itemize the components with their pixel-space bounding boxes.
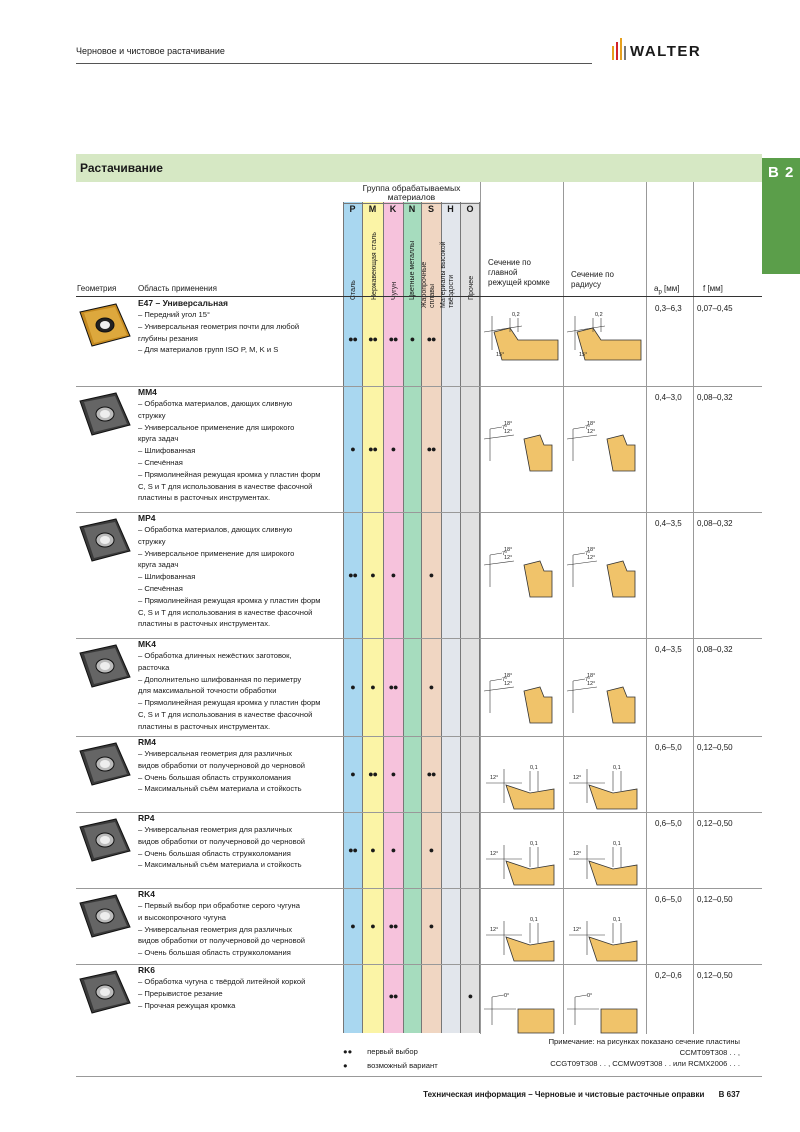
row-divider: [76, 386, 762, 387]
suitability-mark-s: ●●: [426, 334, 436, 344]
application-line: – Прямолинейная режущая кромка у пластин форм: [138, 698, 321, 708]
suitability-mark-m: ●: [370, 569, 375, 580]
footer-rule: [76, 1076, 762, 1077]
diagram-line: [490, 679, 502, 681]
geometry-name: RP4: [138, 813, 155, 823]
diagram-label: 18°: [504, 673, 513, 679]
diagram-label: 7°: [502, 551, 508, 557]
diagram-label: 7°: [585, 551, 591, 557]
geometry-name: RK4: [138, 889, 156, 899]
material-column-p: [343, 202, 362, 1033]
application-line: – Для материалов групп ISO P, M, K и S: [138, 345, 279, 355]
insert-image: [76, 641, 132, 691]
application-line: – Передний угол 15°: [138, 310, 210, 319]
diagram-label: 18°: [587, 673, 596, 679]
application-line: глубины резания: [138, 333, 198, 343]
diagram-label: 12°: [504, 555, 513, 561]
cross-section-diagram: [565, 907, 643, 977]
application-line: – Шлифованная: [138, 572, 196, 582]
grid-divider: [693, 182, 694, 1034]
diagram-line: [484, 435, 514, 439]
diagram-line: [573, 427, 585, 429]
application-line: круга задач: [138, 434, 179, 444]
application-line: пластины в расточных инструментах.: [138, 493, 271, 503]
diagram-label: 12°: [573, 775, 582, 781]
diagram-line: [490, 553, 502, 555]
cross-section-diagram: [482, 405, 560, 475]
material-column-h: [441, 202, 460, 1033]
header-ap-unit: [мм]: [661, 284, 680, 293]
suitability-mark-k: ●: [390, 569, 396, 580]
header-application: Область применения: [138, 284, 217, 293]
suitability-mark-o: ●: [467, 991, 473, 1001]
suitability-mark-m: ●●: [368, 768, 377, 779]
application-line: – Обработка длинных нежёстких заготовок,: [138, 651, 292, 660]
chapter-tab-label: B 2: [768, 164, 795, 181]
diagram-label: 0,1: [613, 765, 621, 771]
section-body: [524, 435, 552, 471]
depth-of-cut: 0,6–5,0: [655, 743, 682, 752]
suitability-mark-m: ●●: [368, 443, 377, 454]
insert-hole-inner: [100, 912, 110, 920]
header-geometry: Геометрия: [77, 284, 117, 293]
page-header-title: Черновое и чистовое растачивание: [76, 46, 225, 56]
geometry-name: RK6: [138, 965, 156, 975]
diagram-label: 7°: [502, 677, 508, 683]
figure-note: [549, 1036, 740, 1069]
insert-image: [76, 891, 132, 941]
diagram-label: 0,2: [512, 312, 520, 318]
application-list: [138, 650, 338, 733]
application-line: – Прямолинейная режущая кромка у пластин форм: [138, 595, 321, 605]
application-line: пластины в расточных инструментах.: [138, 619, 271, 629]
diagram-label: 0,2: [595, 312, 603, 318]
suitability-mark-k: ●: [390, 844, 396, 855]
suitability-mark-m: ●: [370, 681, 375, 692]
material-label-m: Нержавеющая сталь: [371, 232, 378, 300]
material-column-k: [383, 202, 403, 1033]
diagram-line: [492, 995, 504, 997]
application-list: [138, 309, 338, 356]
application-line: – Прерывистое резание: [138, 988, 223, 998]
diagram-label: 18°: [504, 421, 513, 427]
application-list: [138, 976, 338, 1011]
feed-rate: 0,12–0,50: [697, 819, 733, 828]
depth-of-cut: 0,4–3,5: [655, 645, 682, 654]
application-line: – Обработка чугуна с твёрдой литейной коркой: [138, 977, 306, 986]
diagram-label: 12°: [573, 851, 582, 857]
cross-section-diagram: [482, 302, 560, 372]
feed-rate: 0,08–0,32: [697, 645, 733, 654]
diagram-label: 0°: [504, 993, 510, 999]
suitability-mark-m: ●●: [368, 334, 377, 344]
row-divider: [76, 964, 762, 965]
insert-hole-inner: [100, 321, 110, 329]
application-line: – Универсальное применение для широкого: [138, 422, 295, 432]
diagram-label: 12°: [587, 429, 596, 435]
diagram-label: 12°: [504, 681, 513, 687]
suitability-mark-k: ●: [390, 768, 396, 779]
cross-section-diagram: [482, 755, 560, 825]
figure-note-line: CCMT09T308 . . ,: [679, 1048, 740, 1057]
material-column-n: [403, 202, 421, 1033]
header-ap-sub: p: [658, 289, 662, 296]
row-divider: [76, 638, 762, 639]
legend-possible: [343, 1061, 438, 1070]
diagram-label: 7°: [502, 425, 508, 431]
suitability-mark-p: ●: [350, 768, 355, 779]
row-divider: [76, 888, 762, 889]
material-column-s: [421, 202, 441, 1033]
page-header: [76, 40, 592, 64]
diagram-label: 0°: [587, 993, 593, 999]
cross-section-diagram: [565, 657, 643, 727]
application-list: [138, 398, 338, 504]
header-ap-symbol: a: [654, 284, 659, 293]
diagram-line: [484, 687, 514, 691]
application-line: стружку: [138, 536, 166, 546]
diagram-label: 7°: [585, 677, 591, 683]
page-number: B 637: [718, 1090, 740, 1099]
application-line: – Очень большая область стружколомания: [138, 848, 291, 858]
material-label-p: Сталь: [350, 280, 357, 300]
suitability-mark-s: ●: [428, 569, 434, 580]
suitability-mark-m: ●: [370, 844, 375, 855]
material-group-header: Группа обрабатываемых материалов: [343, 184, 480, 204]
application-line: – Обработка материалов, дающих сливную: [138, 525, 293, 534]
suitability-mark-k: ●●: [388, 681, 398, 692]
application-line: – Спечённая: [138, 457, 183, 467]
section-title: Растачивание: [80, 161, 163, 175]
material-letter-o: O: [466, 204, 474, 214]
insert-hole-inner: [100, 760, 110, 768]
diagram-label: 15°: [496, 352, 505, 358]
feed-rate: 0,07–0,45: [697, 304, 733, 313]
material-label-h: Материалы высокой твёрдости: [440, 241, 455, 308]
section-body: [518, 1009, 554, 1033]
diagram-label: 18°: [587, 421, 596, 427]
section-body: [601, 1009, 637, 1033]
application-line: стружку: [138, 410, 166, 420]
insert-hole-inner: [100, 662, 110, 670]
application-line: пластины в расточных инструментах.: [138, 721, 271, 731]
geometry-name: RM4: [138, 737, 156, 747]
suitability-mark-p: ●●: [348, 334, 357, 344]
application-line: – Универсальная геометрия для различных: [138, 825, 293, 834]
diagram-line: [575, 995, 587, 997]
header-section-main-line: Сечение по: [488, 258, 531, 267]
header-section-main-line: режущей кромке: [488, 278, 550, 287]
diagram-line: [567, 561, 597, 565]
material-letter-h: H: [447, 204, 454, 214]
cross-section-diagram: [565, 831, 643, 901]
application-line: – Прямолинейная режущая кромка у пластин форм: [138, 469, 321, 479]
row-divider: [76, 736, 762, 737]
header-bottom-line: [76, 296, 762, 297]
feed-rate: 0,12–0,50: [697, 895, 733, 904]
application-list: [138, 900, 338, 959]
insert-hole-inner: [100, 410, 110, 418]
diagram-label: 12°: [573, 927, 582, 933]
cross-section-diagram: [565, 302, 643, 372]
grid-divider: [646, 182, 647, 1034]
diagram-line: [567, 435, 597, 439]
diagram-label: 0,1: [530, 841, 538, 847]
application-line: – Прочная режущая кромка: [138, 1000, 236, 1010]
diagram-line: [490, 427, 502, 429]
diagram-line: [573, 553, 585, 555]
depth-of-cut: 0,3–6,3: [655, 304, 682, 313]
section-body: [524, 561, 552, 597]
application-line: видов обработки от получерновой до черновой: [138, 836, 306, 846]
cross-section-diagram: [565, 755, 643, 825]
application-line: – Дополнительно шлифованная по периметру: [138, 674, 302, 684]
insert-hole-inner: [100, 536, 110, 544]
material-label-n: Цветные металлы: [409, 240, 416, 300]
logo-text: WALTER: [630, 43, 702, 60]
suitability-mark-m: ●: [370, 920, 375, 931]
application-line: – Универсальное применение для широкого: [138, 548, 295, 558]
application-line: видов обработки от получерновой до черновой: [138, 936, 306, 946]
application-list: [138, 524, 338, 630]
suitability-mark-s: ●: [428, 920, 434, 931]
suitability-mark-k: ●●: [388, 920, 398, 931]
depth-of-cut: 0,4–3,0: [655, 393, 682, 402]
grid-divider: [563, 182, 564, 1034]
feed-rate: 0,08–0,32: [697, 393, 733, 402]
application-line: – Первый выбор при обработке серого чугуна: [138, 901, 300, 910]
application-line: – Шлифованная: [138, 446, 196, 456]
application-line: – Максимальный съём материала и стойкость: [138, 784, 302, 794]
figure-note-line: Примечание: на рисунках показано сечение пластины: [548, 1037, 740, 1046]
header-f: f [мм]: [703, 284, 723, 293]
header-section-radius: [571, 270, 614, 290]
diagram-label: 0,1: [613, 917, 621, 923]
diagram-line: [567, 687, 597, 691]
suitability-mark-s: ●●: [426, 443, 436, 454]
application-line: C, S и T для использования в качестве фасочной: [138, 607, 313, 617]
suitability-mark-p: ●●: [348, 569, 357, 580]
cross-section-diagram: [482, 907, 560, 977]
diagram-label: 12°: [490, 927, 499, 933]
cross-section-diagram: [565, 405, 643, 475]
application-line: – Максимальный съём материала и стойкость: [138, 860, 302, 870]
application-line: – Универсальная геометрия для различных: [138, 924, 293, 934]
suitability-mark-p: ●: [350, 443, 355, 454]
suitability-mark-p: ●: [350, 920, 355, 931]
chapter-tab: [762, 158, 800, 274]
feed-rate: 0,12–0,50: [697, 971, 733, 980]
material-label-o: Прочее: [468, 275, 475, 300]
grid-divider: [480, 182, 481, 1034]
insert-image: [76, 739, 132, 789]
legend-possible-text: возможный вариант: [367, 1061, 438, 1070]
suitability-mark-n: ●: [409, 334, 415, 344]
legend-first-text: первый выбор: [367, 1047, 418, 1056]
insert-image: [76, 300, 132, 350]
suitability-mark-p: ●●: [348, 844, 357, 855]
geometry-name: MM4: [138, 387, 157, 397]
suitability-mark-k: ●●: [388, 334, 398, 344]
legend-possible-symbol: ●: [343, 1061, 348, 1070]
application-line: расточка: [138, 662, 170, 672]
section-body: [524, 687, 552, 723]
insert-image: [76, 389, 132, 439]
application-line: – Очень большая область стружколомания: [138, 948, 291, 958]
header-section-main: [488, 258, 550, 288]
diagram-label: 12°: [504, 429, 513, 435]
walter-logo: [608, 36, 748, 62]
section-body: [607, 561, 635, 597]
header-section-radius-line: Сечение по: [571, 270, 614, 279]
cross-section-diagram: [482, 657, 560, 727]
application-list: [138, 748, 338, 795]
material-letter-k: K: [389, 204, 397, 214]
depth-of-cut: 0,4–3,5: [655, 519, 682, 528]
geometry-name: MP4: [138, 513, 156, 523]
application-line: видов обработки от получерновой до черновой: [138, 760, 306, 770]
diagram-label: 7°: [585, 425, 591, 431]
application-list: [138, 824, 338, 871]
diagram-label: 12°: [587, 555, 596, 561]
figure-note-line: CCGT09T308 . . , CCMW09T308 . . или RCMX2006 . . .: [550, 1059, 740, 1068]
insert-image: [76, 815, 132, 865]
suitability-mark-s: ●●: [426, 768, 436, 779]
diagram-label: 18°: [504, 547, 513, 553]
diagram-label: 15°: [579, 352, 588, 358]
diagram-label: 12°: [587, 681, 596, 687]
insert-hole-inner: [100, 836, 110, 844]
suitability-mark-s: ●: [428, 844, 434, 855]
diagram-label: 0,1: [530, 917, 538, 923]
section-bar: [76, 154, 762, 182]
row-divider: [76, 812, 762, 813]
cross-section-diagram: [482, 531, 560, 601]
diagram-label: 0,1: [613, 841, 621, 847]
diagram-label: 12°: [490, 851, 499, 857]
page-footer: [423, 1090, 740, 1099]
header-section-main-line: главной: [488, 268, 518, 277]
footer-text: Техническая информация – Черновые и чистовые расточные оправки: [423, 1090, 705, 1099]
geometry-name: E47 – Универсальная: [138, 298, 228, 308]
application-line: – Спечённая: [138, 583, 183, 593]
diagram-label: 18°: [587, 547, 596, 553]
material-column-m: [362, 202, 383, 1033]
application-line: для максимальной точности обработки: [138, 686, 277, 696]
row-divider: [76, 512, 762, 513]
cross-section-diagram: [482, 831, 560, 901]
application-line: – Очень большая область стружколомания: [138, 772, 291, 782]
diagram-line: [573, 679, 585, 681]
legend-first-symbol: ●●: [343, 1047, 353, 1056]
insert-image: [76, 967, 132, 1017]
cross-section-diagram: [565, 531, 643, 601]
application-line: круга задач: [138, 560, 179, 570]
depth-of-cut: 0,6–5,0: [655, 819, 682, 828]
application-line: C, S и T для использования в качестве фасочной: [138, 709, 313, 719]
legend-first: [343, 1047, 418, 1056]
geometry-name: MK4: [138, 639, 156, 649]
material-column-o: [460, 202, 480, 1033]
application-line: C, S и T для использования в качестве фасочной: [138, 481, 313, 491]
depth-of-cut: 0,6–5,0: [655, 895, 682, 904]
application-line: – Обработка материалов, дающих сливную: [138, 399, 293, 408]
application-line: – Универсальная геометрия для различных: [138, 749, 293, 758]
material-label-s: Жаропрочные сплавы: [421, 261, 436, 308]
material-label-k: Чугун: [391, 281, 398, 300]
material-letter-s: S: [427, 204, 434, 214]
application-line: – Универсальная геометрия почти для любой: [138, 321, 300, 331]
insert-image: [76, 515, 132, 565]
depth-of-cut: 0,2–0,6: [655, 971, 682, 980]
insert-hole-inner: [100, 988, 110, 996]
diagram-label: 0,1: [530, 765, 538, 771]
suitability-mark-k: ●●: [388, 991, 398, 1001]
material-letter-p: P: [349, 204, 356, 214]
suitability-mark-p: ●: [350, 681, 355, 692]
application-line: и высокопрочного чугуна: [138, 912, 227, 922]
header-section-radius-line: радиусу: [571, 280, 601, 289]
feed-rate: 0,08–0,32: [697, 519, 733, 528]
material-letter-n: N: [408, 204, 416, 214]
diagram-label: 12°: [490, 775, 499, 781]
section-body: [607, 687, 635, 723]
diagram-line: [484, 561, 514, 565]
feed-rate: 0,12–0,50: [697, 743, 733, 752]
suitability-mark-k: ●: [390, 443, 396, 454]
section-body: [607, 435, 635, 471]
suitability-mark-s: ●: [428, 681, 434, 692]
material-letter-m: M: [368, 204, 377, 214]
